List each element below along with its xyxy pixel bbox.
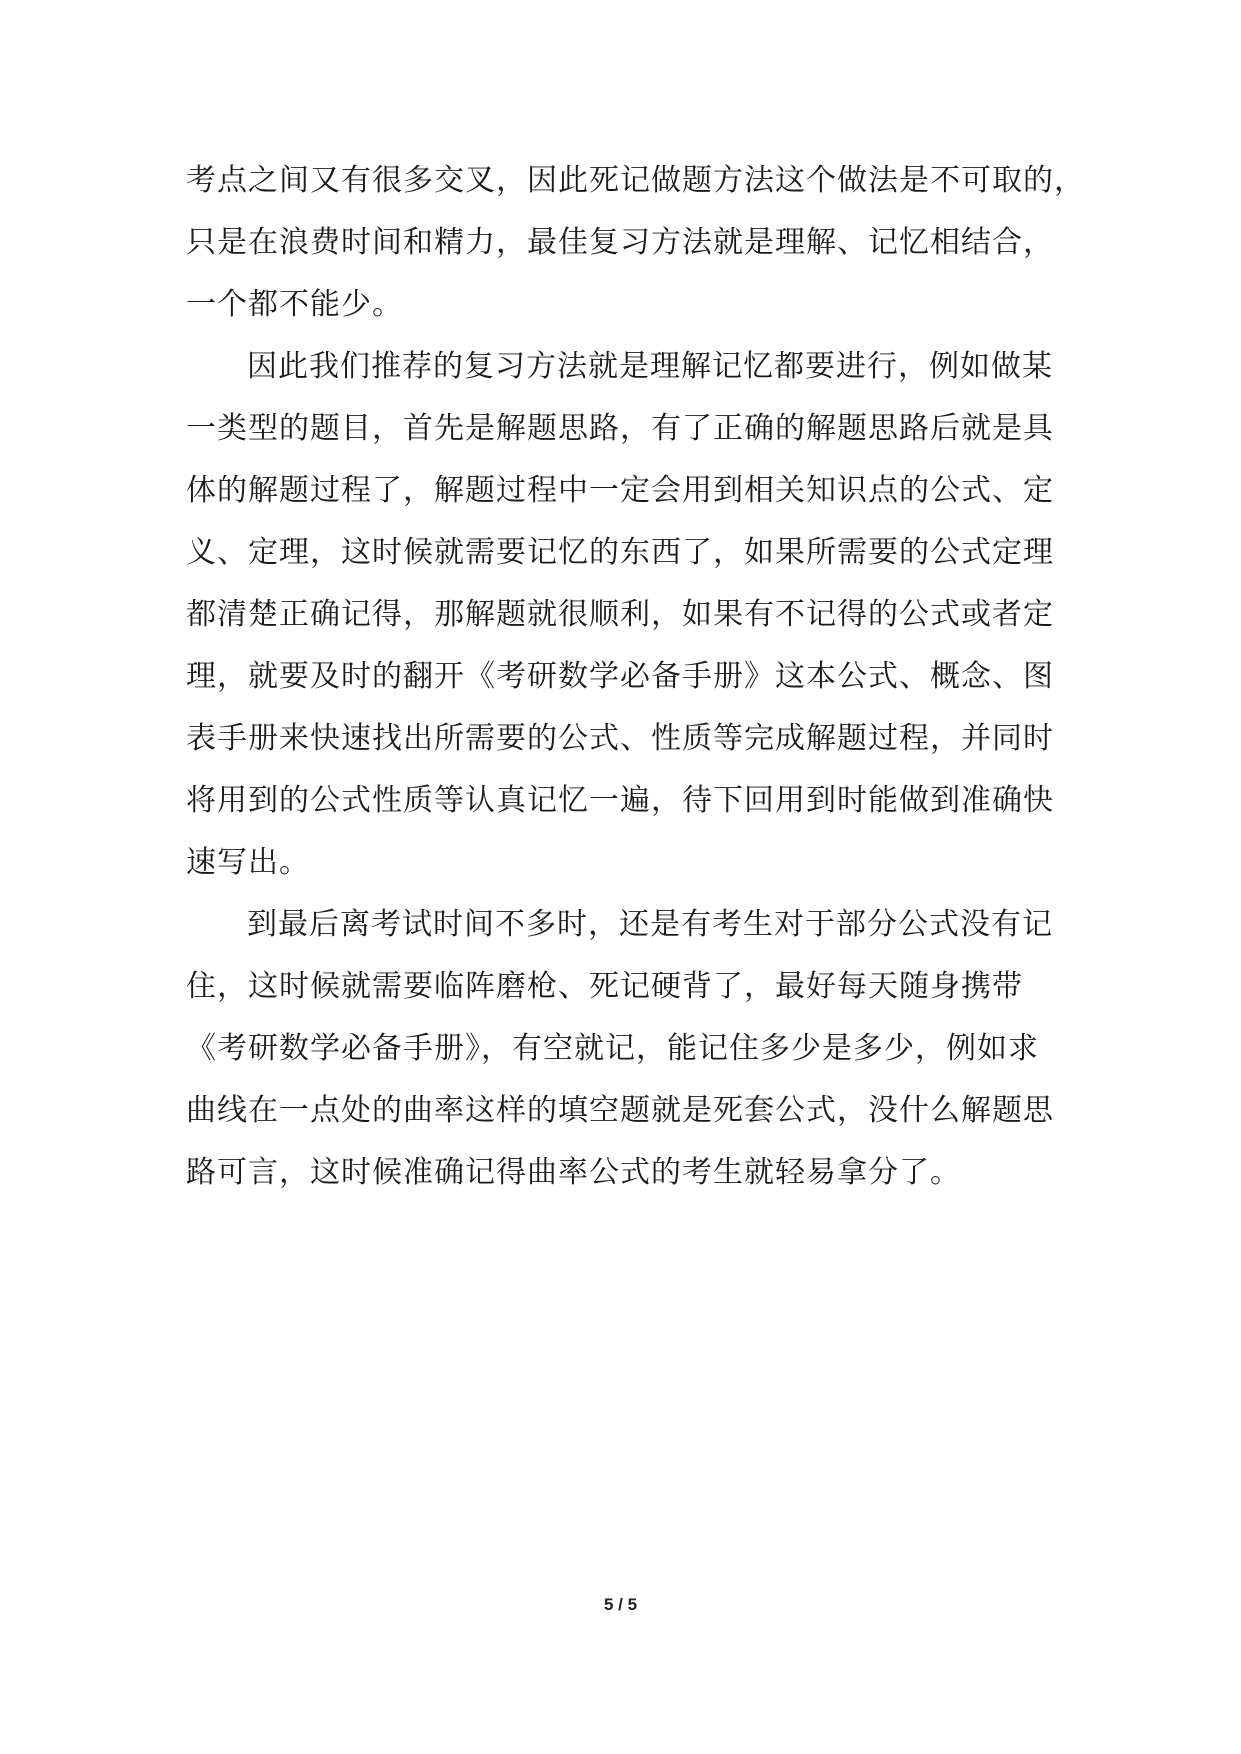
paragraph-2 [186, 336, 1066, 894]
text-line: 住，这时候就需要临阵磨枪、死记硬背了，最好每天随身携带 [186, 969, 1023, 1004]
text-line: 路可言，这时候准确记得曲率公式的考生就轻易拿分了。 [186, 1155, 961, 1190]
text-line: 只是在浪费时间和精力，最佳复习方法就是理解、记忆相结合， [186, 225, 1054, 260]
paragraph-1 [186, 150, 1085, 336]
text-line: 一类型的题目，首先是解题思路，有了正确的解题思路后就是具 [186, 411, 1054, 446]
page-number: 5 / 5 [603, 1595, 638, 1614]
body-text [186, 150, 1085, 1204]
text-line: 曲线在一点处的曲率这样的填空题就是死套公式，没什么解题思 [186, 1093, 1054, 1128]
paragraph-3 [186, 894, 1066, 1204]
text-line: 一个都不能少。 [186, 287, 403, 322]
text-line: 体的解题过程了，解题过程中一定会用到相关知识点的公式、定 [186, 473, 1054, 508]
text-line: 都清楚正确记得，那解题就很顺利，如果有不记得的公式或者定 [186, 597, 1054, 632]
text-line: 义、定理，这时候就需要记忆的东西了，如果所需要的公式定理 [186, 535, 1054, 570]
text-line: 表手册来快速找出所需要的公式、性质等完成解题过程，并同时 [186, 721, 1054, 756]
text-line: 到最后离考试时间不多时，还是有考生对于部分公式没有记 [247, 907, 1053, 942]
text-line: 理，就要及时的翻开《考研数学必备手册》这本公式、概念、图 [186, 659, 1054, 694]
text-line: 《考研数学必备手册》，有空就记，能记住多少是多少，例如求 [186, 1031, 1039, 1066]
text-line: 考点之间又有很多交叉，因此死记做题方法这个做法是不可取的， [186, 163, 1085, 198]
text-line: 速写出。 [186, 845, 310, 880]
text-line: 将用到的公式性质等认真记忆一遍，待下回用到时能做到准确快 [186, 783, 1054, 818]
text-line: 因此我们推荐的复习方法就是理解记忆都要进行，例如做某 [247, 349, 1053, 384]
